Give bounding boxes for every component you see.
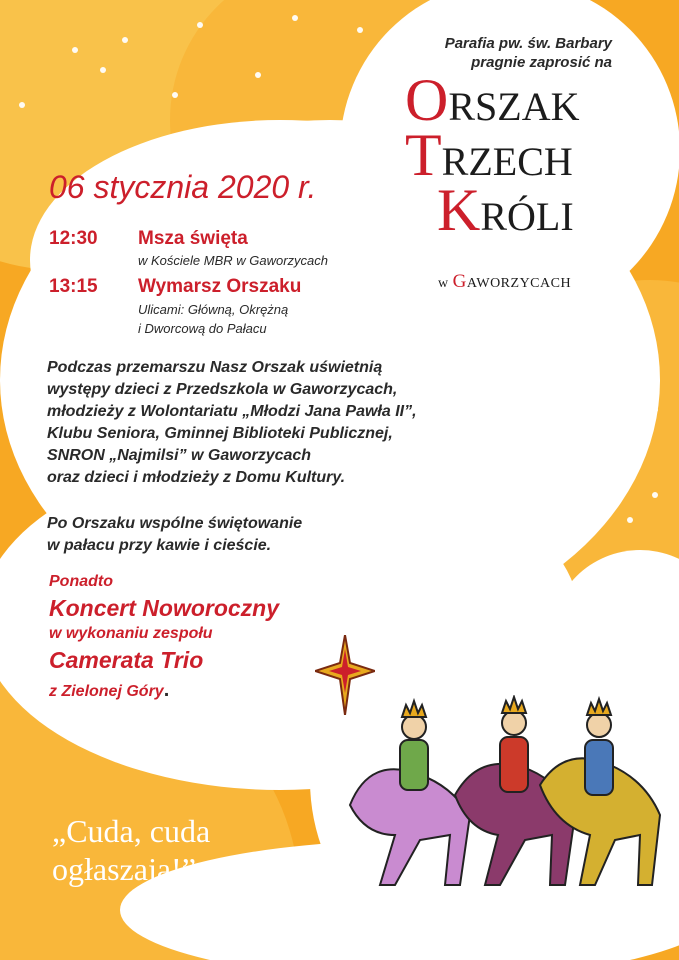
paragraph-line: młodzieży z Wolontariatu „Młodzi Jana Pawła II”, — [47, 403, 417, 420]
schedule-detail-2b: i Dworcową do Pałacu — [138, 321, 267, 336]
event-date: 06 stycznia 2020 r. — [49, 169, 317, 205]
invitation-intro — [445, 34, 612, 72]
paragraph-line: SNRON „Najmilsi” w Gaworzycach — [47, 447, 312, 464]
schedule-detail-1: w Kościele MBR w Gaworzycach — [138, 253, 328, 268]
invitation-text: pragnie zaprosić na — [471, 54, 612, 71]
three-kings-illustration — [340, 695, 670, 895]
quote-line-1: „Cuda, cuda — [52, 813, 211, 849]
schedule-event-2: Wymarsz Orszaku — [138, 276, 302, 297]
celebration-paragraph — [47, 513, 302, 557]
paragraph-line: w pałacu przy kawie i cieście. — [47, 537, 272, 554]
schedule-time-2: 13:15 — [49, 276, 98, 297]
performers-paragraph — [47, 357, 417, 489]
event-title — [405, 67, 645, 243]
paragraph-line: Klubu Seniora, Gminnej Biblioteki Publicznej, — [47, 425, 393, 442]
schedule-event-1: Msza święta — [138, 228, 248, 249]
concert-band: Camerata Trio — [49, 647, 204, 673]
parish-name: Parafia pw. św. Barbary — [444, 35, 612, 52]
closing-quote — [52, 812, 210, 888]
title-word-3: KRÓLI — [437, 177, 574, 243]
title-word-1: ORSZAK — [405, 67, 580, 133]
paragraph-line: występy dzieci z Przedszkola w Gaworzycach, — [47, 381, 398, 398]
paragraph-line: oraz dzieci i młodzieży z Domu Kultury. — [47, 469, 346, 486]
concert-origin: z Zielonej Góry. — [49, 679, 170, 701]
concert-performer-intro: w wykonaniu zespołu — [49, 625, 213, 642]
paragraph-line: Podczas przemarszu Nasz Orszak uświetnią — [47, 359, 383, 376]
concert-intro: Ponadto — [49, 573, 113, 590]
quote-line-2: ogłaszają!” — [52, 851, 196, 887]
schedule-time-1: 12:30 — [49, 228, 98, 249]
title-word-2: TRZECH — [405, 122, 573, 188]
location-subtitle: w GAWORZYCACH — [438, 271, 572, 292]
concert-title: Koncert Noworoczny — [49, 595, 280, 621]
concert-announcement — [49, 570, 279, 704]
schedule-detail-2a: Ulicami: Główną, Okrężną — [138, 302, 289, 317]
paragraph-line: Po Orszaku wspólne świętowanie — [47, 515, 303, 532]
